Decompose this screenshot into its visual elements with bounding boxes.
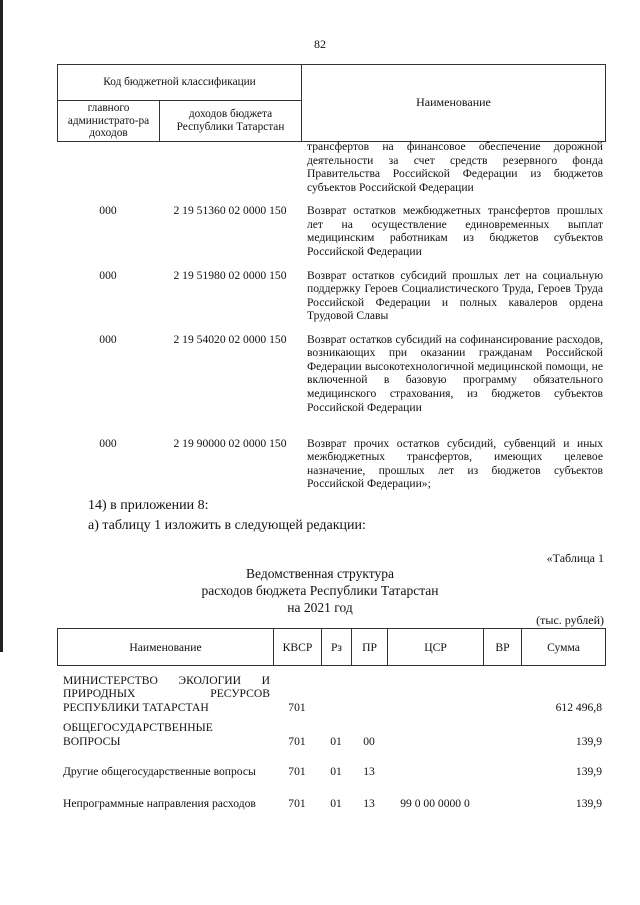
paragraph-appendix: 14) в приложении 8: <box>88 498 209 513</box>
admin-header: главного администрато-ра доходов <box>58 101 160 142</box>
row-name: Непрограммные направления расходов <box>63 796 256 810</box>
page-number: 82 <box>314 37 326 51</box>
budget-code-header-table <box>57 64 606 142</box>
row-vr <box>483 752 521 782</box>
row-name: ОБЩЕГОСУДАРСТВЕННЫЕ ВОПРОСЫ <box>63 721 213 748</box>
row-pr: 13 <box>363 796 375 810</box>
row-vr <box>483 718 521 752</box>
table-label: «Таблица 1 <box>546 551 604 565</box>
row-rz: 01 <box>330 796 342 810</box>
unit-label: (тыс. рублей) <box>536 613 604 627</box>
col-header-kvsr: КВСР <box>274 629 322 666</box>
col-header-vr: ВР <box>484 629 522 666</box>
col-header-rz: Рз <box>322 629 352 666</box>
income-code: 2 19 90000 02 0000 150 <box>173 436 287 450</box>
table-row <box>57 752 606 782</box>
row-csr <box>387 718 483 752</box>
admin-code: 000 <box>99 268 117 282</box>
row-kvsr: 701 <box>288 700 306 714</box>
table-row <box>57 718 606 752</box>
col-header-name: Наименование <box>58 629 274 666</box>
row-pr <box>351 666 387 718</box>
income-code: 2 19 54020 02 0000 150 <box>173 332 287 346</box>
row-sum: 139,9 <box>575 734 602 748</box>
income-code <box>159 140 301 204</box>
row-pr: 13 <box>363 764 375 778</box>
row-description: Возврат остатков межбюджетных трансфертов прошлых лет на осуществление единовременных выплат медицинским работникам из бюджетов субъектов Российской Федерации <box>307 204 603 258</box>
row-vr <box>483 666 521 718</box>
row-csr <box>387 666 483 718</box>
table-title-line1: Ведомственная структура <box>246 566 394 581</box>
table-row <box>57 269 606 333</box>
paragraph-instruction: а) таблицу 1 изложить в следующей редакции: <box>88 518 366 533</box>
income-code: 2 19 51360 02 0000 150 <box>173 204 287 218</box>
row-description: Возврат остатков субсидий на софинансирование расходов, возникающих при оказании гражданам Российской Федерации высокотехнологичной медицинской помощи, не включенной в базовую программу обязательного медицинского страхования, из бюджетов субъектов Российской Федерации <box>307 332 603 414</box>
row-name: МИНИСТЕРСТВО ЭКОЛОГИИ И ПРИРОДНЫХ РЕСУРСОВ РЕСПУБЛИКИ ТАТАРСТАН <box>63 674 270 714</box>
row-sum: 612 496,8 <box>555 700 602 714</box>
table-title-line2: расходов бюджета Республики Татарстан <box>201 583 439 598</box>
income-code: 2 19 51980 02 0000 150 <box>173 268 287 282</box>
col-header-pr: ПР <box>352 629 388 666</box>
table-row <box>57 666 606 718</box>
row-vr <box>483 782 521 814</box>
income-header: доходов бюджета Республики Татарстан <box>160 101 302 142</box>
row-rz: 01 <box>330 764 342 778</box>
row-description: трансфертов на финансовое обеспечение дорожной деятельности за счет средств резервного фонда Правительства Российской Федерации из бюджетов субъектов Российской Федерации <box>307 140 603 194</box>
table-title-line3: на 2021 год <box>287 600 353 615</box>
expense-structure-rows <box>57 666 606 814</box>
row-csr: 99 0 00 0000 0 <box>400 796 470 810</box>
kbk-header: Код бюджетной классификации <box>58 65 302 101</box>
row-rz: 01 <box>330 734 342 748</box>
row-sum: 139,9 <box>575 796 602 810</box>
row-csr <box>387 752 483 782</box>
table-row <box>57 782 606 814</box>
row-name: Другие общегосударственные вопросы <box>63 764 256 778</box>
table-row <box>57 204 606 268</box>
row-kvsr: 701 <box>288 796 306 810</box>
row-rz <box>321 666 351 718</box>
row-pr: 00 <box>363 734 375 748</box>
table-row <box>57 140 606 204</box>
name-header: Наименование <box>302 65 606 142</box>
table-row <box>57 333 606 437</box>
row-description: Возврат прочих остатков субсидий, субвенций и иных межбюджетных трансфертов, имеющих целевое назначение, прошлых лет из бюджетов субъектов Российской Федерации»; <box>307 436 603 491</box>
row-description: Возврат остатков субсидий прошлых лет на социальную поддержку Героев Социалистического Труда, Героев Труда Российской Федерации и полных кавалеров ордена Трудовой Славы <box>307 268 603 323</box>
col-header-sum: Сумма <box>522 629 606 666</box>
admin-code: 000 <box>99 436 117 450</box>
admin-code: 000 <box>99 332 117 346</box>
row-sum: 139,9 <box>575 764 602 778</box>
budget-code-rows <box>57 140 606 501</box>
expense-structure-header <box>57 628 606 666</box>
row-kvsr: 701 <box>288 734 306 748</box>
col-header-csr: ЦСР <box>388 629 484 666</box>
row-kvsr: 701 <box>288 764 306 778</box>
admin-code: 000 <box>99 204 117 218</box>
page-edge-mark <box>0 0 3 652</box>
table-row <box>57 437 606 501</box>
admin-code <box>57 140 159 204</box>
